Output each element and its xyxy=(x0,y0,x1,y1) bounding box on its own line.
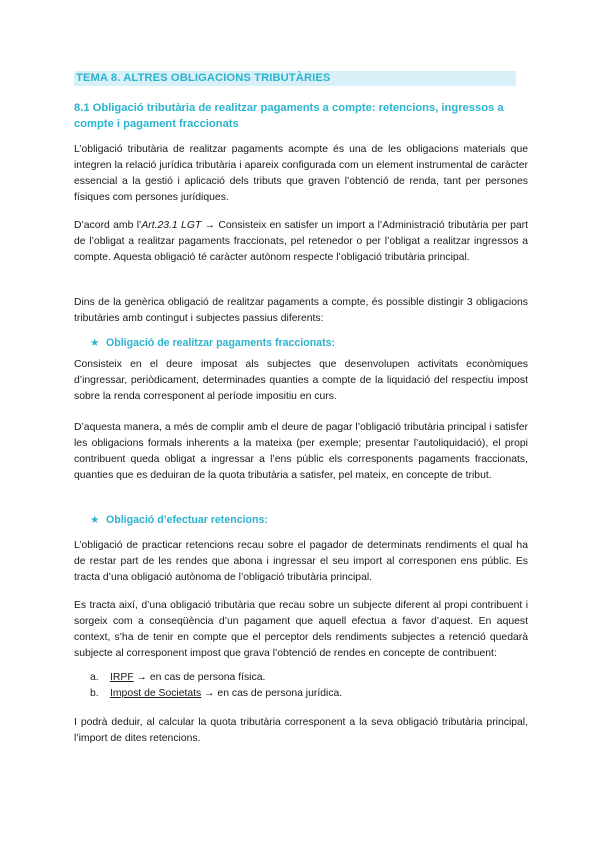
subheading-fractioned-payments xyxy=(90,335,335,351)
paragraph-1: L’obligació tributària de realitzar pagaments acompte és una de les obligacions materials que integren la relació jurídica tributària i apareix configurada com un element instrumental de caràcter essencial a la gestió i aplicació dels tributs que graven l’obtenció de renda, tant per persones físiques com persones jurídiques. xyxy=(74,144,528,203)
paragraph-2-prefix: D’acord amb l’ xyxy=(74,220,142,231)
list-item-text: → en cas de persona física. xyxy=(133,672,266,683)
paragraph-6: L’obligació de practicar retencions recau sobre el pagador de determinats rendiments el qual ha de restar part de les rendes que abona i ingressar el seu import al corresponen ens públic. Es tracta d’una obligació autònoma de l’obligació tributària principal. xyxy=(74,540,528,583)
list-item xyxy=(90,686,342,702)
paragraph-2-text: → Consisteix en satisfer un import a l’Administració tributària per part de l’obligat a realitzar pagaments fraccionats, pel retenedor o per l’obligat a realitzar ingressos a compte. Aquesta obligació té caràcter autònom respecte l’obligació tributària principal. xyxy=(74,220,528,263)
paragraph-7: Es tracta així, d’una obligació tributària que recau sobre un subjecte diferent al propi contribuent i sorgeix com a conseqüència d’un pagament que aquell efectua a favor d’aquest. En aquest context, s’ha de tenir en compte que el perceptor dels rendiments subjectes a retenció quedarà subjecte al corresponent impost que grava l’obtenció de rendes en concepte de contribuent: xyxy=(74,600,528,659)
subheading-withholdings xyxy=(90,512,268,528)
list-term-link[interactable]: Impost de Societats xyxy=(110,688,202,699)
paragraph-3: Dins de la genèrica obligació de realitzar pagaments a compte, és possible distingir 3 obligacions tributàries amb contingut i subjectes passius diferents: xyxy=(74,297,528,324)
subheading-label: Obligació d’efectuar retencions: xyxy=(106,514,268,526)
list-item-text: → en cas de persona jurídica. xyxy=(201,688,343,699)
paragraph-8: I podrà deduir, al calcular la quota tributària corresponent a la seva obligació tributària principal, l’import de dites retencions. xyxy=(74,717,528,744)
star-icon: ★ xyxy=(90,514,100,526)
legal-reference: Art.23.1 LGT xyxy=(141,220,202,231)
subheading-label: Obligació de realitzar pagaments fraccionats: xyxy=(106,337,336,349)
list-marker: b. xyxy=(90,688,99,699)
list-item xyxy=(90,670,265,686)
paragraph-2 xyxy=(74,218,528,266)
star-icon: ★ xyxy=(90,337,100,349)
paragraph-4: Consisteix en el deure imposat als subjectes que desenvolupen activitats econòmiques d’ingressar, periòdicament, determinades quanties a compte de la liquidació del respectiu impost sobre la renda corresponent al període impositiu en curs. xyxy=(74,359,528,402)
list-term-link[interactable]: IRPF xyxy=(110,672,134,683)
chapter-title: TEMA 8. ALTRES OBLIGACIONS TRIBUTÀRIES xyxy=(74,71,516,86)
list-marker: a. xyxy=(90,672,99,683)
paragraph-5: D’aquesta manera, a més de complir amb el deure de pagar l’obligació tributària principal i satisfer les obligacions formals inherents a la mateixa (per exemple; presentar l’autoliquidació), el propi contribuent queda obligat a ingressar a l’ens públic els corresponents pagaments fraccionats, quanties que es deduiran de la quota tributària a satisfer, pel mateix, en concepte de tribut. xyxy=(74,422,528,481)
section-heading: 8.1 Obligació tributària de realitzar pagaments a compte: retencions, ingressos a compte i pagament fraccionats xyxy=(74,102,504,130)
